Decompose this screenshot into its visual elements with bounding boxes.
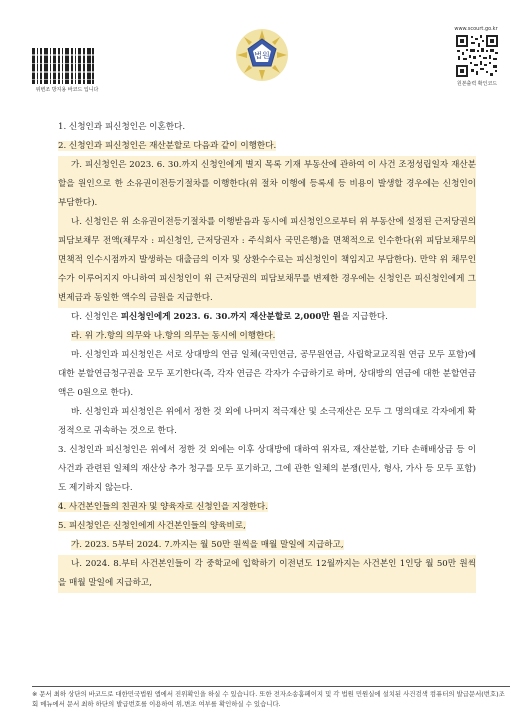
clause-2-ba: 바. 신청인과 피신청인은 위에서 정한 것 외에 나머지 적극재산 및 소극재산은 모두 그 명의대로 각자에게 확정적으로 귀속하는 것으로 한다.	[58, 407, 476, 436]
emblem-label: 법원	[254, 51, 270, 60]
clause-2-ra: 라. 위 가.항의 의무와 나.항의 의무는 동시에 이행한다.	[71, 331, 276, 341]
court-emblem-icon	[235, 28, 289, 82]
barcode-image	[30, 46, 96, 86]
clause-5: 5. 피신청인은 신청인에게 사건본인들의 양육비로,	[58, 521, 246, 531]
clause-2-ga: 가. 피신청인은 2023. 6. 30.까지 신청인에게 별지 목록 기재 부동산에 관하여 이 사건 조정성립일자 재산분할을 원인으로 한 소유권이전등기절차를 이행한다(위 절차 이행에 등록세 등 비용이 발생할 경우에는 신청인이 부담한다).	[58, 156, 476, 213]
footer-notice: ※ 문서 최하 상단의 바코드로 대한민국법원 앱에서 진위확인을 하실 수 있습니다. 또한 전자소송홈페이지 및 각 법원 민원실에 설치된 사건검색 컴퓨터의 발급문서(번호)조회 메뉴에서 문서 최하 하단의 발급번호를 이용하여 위,변조 여부를 확인하실 수 있습니다.	[32, 686, 510, 717]
qr-url: www.scourt.go.kr	[454, 26, 498, 32]
clause-2-na: 나. 신청인은 위 소유권이전등기절차를 이행받음과 동시에 피신청인으로부터 위 부동산에 설정된 근저당권의 피담보채무 전액(채무자 : 피신청인, 근저당권자 : 주식회사 국민은행)을 면책적으로 인수한다(위 피담보채무의 면책적 인수시점까지 발생하는 대출금의 이자 및 상환수수료는 피신청인이 책임지고 부담한다). 만약 위 채무인수가 이루어지지 아니하여 피신청인이 위 근저당권의 피담보채무를 변제한 경우에는 신청인은 피신청인에게 그 변제금과 동일한 액수의 금원을 지급한다.	[58, 213, 476, 308]
document-body	[58, 118, 476, 593]
clause-4: 4. 사건본인들의 친권자 및 양육자로 신청인을 지정한다.	[58, 502, 268, 512]
clause-2-ma: 마. 신청인과 피신청인은 서로 상대방의 연금 일체(국민연금, 공무원연금, 사립학교교직원 연금 모두 포함)에 대한 분할연금청구권을 모두 포기한다(즉, 각자 연금은 각자가 수급하기로 하며, 상대방의 연금에 대한 분할연금액은 0원으로 한다).	[58, 350, 476, 398]
clause-5-ga: 가. 2023. 5부터 2024. 7.까지는 월 50만 원씩을 매월 말일에 지급하고,	[71, 540, 344, 550]
clause-3: 3. 신청인과 피신청인은 위에서 정한 것 외에는 이후 상대방에 대하여 위자료, 재산분할, 기타 손해배상금 등 이 사건과 관련된 일체의 재산상 추가 청구를 모두 포기하고, 그에 관한 일체의 분쟁(민사, 형사, 가사 등 모두 포함)도 제기하지 않는다.	[58, 445, 476, 493]
clause-5-na: 나. 2024. 8.부터 사건본인들이 각 중학교에 입학하기 이전년도 12월까지는 사건본인 1인당 월 50만 원씩을 매월 말일에 지급하고,	[58, 555, 476, 593]
clause-1: 1. 신청인과 피신청인은 이혼한다.	[58, 122, 186, 132]
qr-caption: 원본출력 확인코드	[456, 81, 498, 87]
barcode-caption: 위변조 방지용 바코드 입니다	[35, 87, 99, 93]
clause-2-da: 다. 신청인은 피신청인에게 2023. 6. 30.까지 재산분할로 2,000만 원을 지급한다.	[71, 312, 388, 322]
qr-code-image	[455, 34, 499, 78]
clause-2: 2. 신청인과 피신청인은 재산분할로 다음과 같이 이행한다.	[58, 141, 277, 151]
